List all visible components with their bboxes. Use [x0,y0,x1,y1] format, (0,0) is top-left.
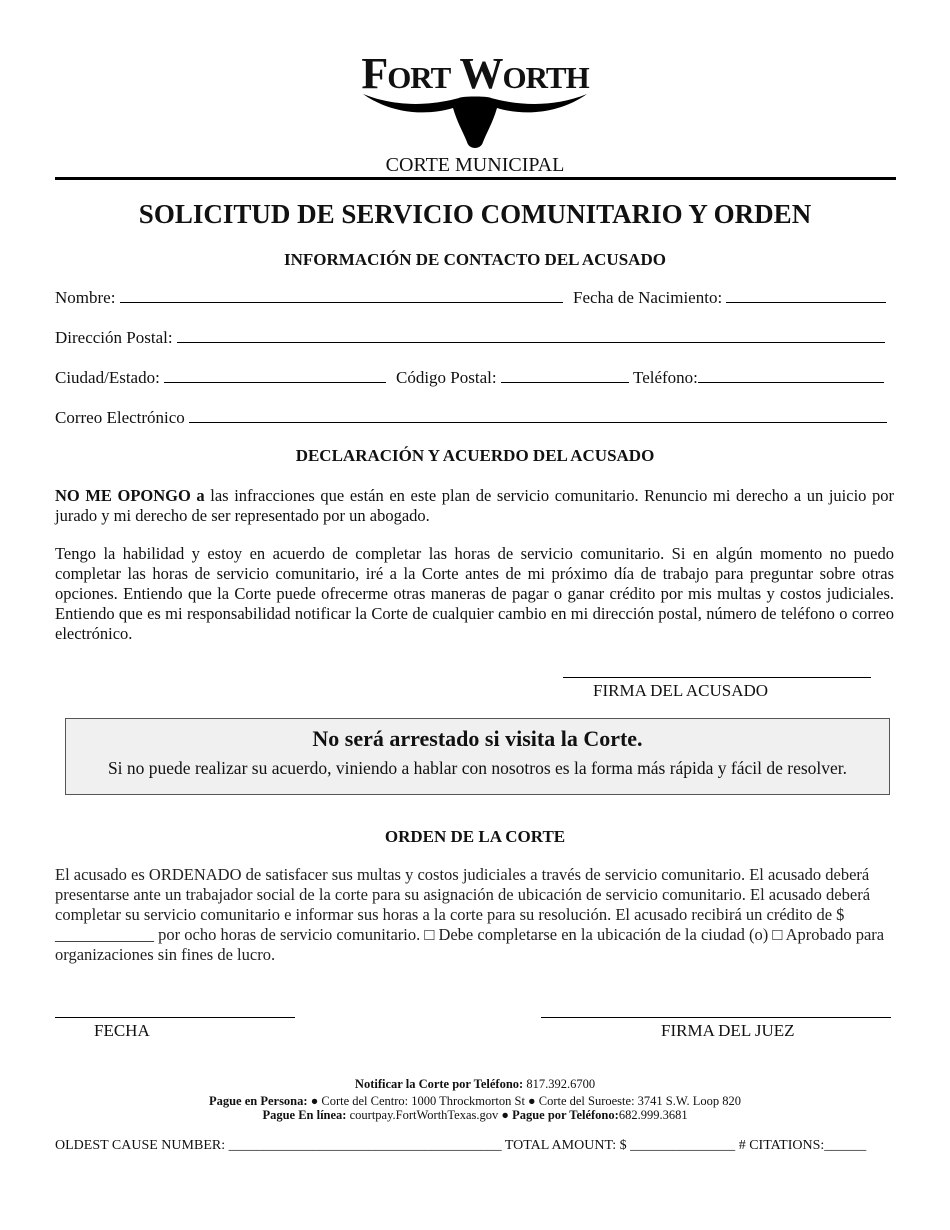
notify-label: Notificar la Corte por Teléfono: [354,1077,524,1091]
pay-phone-number: 682.999.3681 [618,1108,688,1122]
phone-field[interactable] [698,368,884,383]
city-label: Ciudad/Estado: [55,368,160,387]
judge-signature-line[interactable] [541,1017,891,1018]
notice-box [65,718,890,795]
notify-line [0,1077,950,1092]
declaration-heading: DECLARACIÓN Y ACUERDO DEL ACUSADO [295,446,655,465]
order-text-a: El acusado es ORDENADO de satisfacer sus multas y costos judiciales a través de servicio comunitario. El acusado deberá presentarse ante un trabajador social de la corte para su asignación de ubicación de servicio comunitario. El acusado deberá completar su servicio comunitario e informar sus horas a la corte para su resolución. El acusado recibirá un crédito de $ [55,865,871,924]
longhorn-logo-icon [363,92,587,156]
declaration-bold-text: NO ME OPONGO a [55,486,205,505]
phone-label: Teléfono: [633,368,698,387]
pay-in-person-label: Pague en Persona: [208,1094,308,1108]
notice-heading: No será arrestado si visita la Corte. [312,726,643,751]
page-title: SOLICITUD DE SERVICIO COMUNITARIO Y ORDEN [138,199,812,229]
contact-heading: INFORMACIÓN DE CONTACTO DEL ACUSADO [284,250,666,269]
city-location-checkbox[interactable]: □ [424,925,435,944]
name-field[interactable] [120,288,563,303]
court-subtitle: CORTE MUNICIPAL [385,154,565,176]
date-signature-line[interactable] [55,1017,295,1018]
dob-label: Fecha de Nacimiento: [573,288,723,307]
citations-field[interactable]: # CITATIONS:______ [735,1138,867,1153]
defendant-signature-line[interactable] [563,677,871,678]
date-label: FECHA [94,1021,150,1040]
declaration-paragraph-2: Tengo la habilidad y estoy en acuerdo de completar las horas de servicio comunitario. Si en algún momento no puedo completar las horas de servicio comunitario, iré a la Corte antes de mi próximo día de trabajo para preguntar sobre otras opciones. Entiendo que la Corte puede ofrecerme otras maneras de pagar o ganar crédito por mis multas y costos judiciales. Entiendo que es mi responsabilidad notificar la Corte de cualquier cambio en mi dirección postal, número de teléfono o correo electrónico. [55,544,894,643]
email-field[interactable] [189,408,887,423]
dob-row [573,288,886,308]
city-field[interactable] [164,368,386,383]
order-text-b: por ocho horas de servicio comunitario. [154,925,425,944]
zip-row [396,368,629,388]
pay-phone-label: Pague por Teléfono: [512,1108,619,1122]
address-field[interactable] [177,328,885,343]
header-divider [55,177,896,180]
address-label: Dirección Postal: [55,328,173,347]
judge-signature-label: FIRMA DEL JUEZ [661,1021,795,1040]
pay-online-label: Pague En línea: [262,1108,347,1122]
credit-amount-field[interactable]: ____________ [55,925,154,944]
pay-in-person-line [0,1094,950,1109]
declaration-paragraph-1 [55,486,894,526]
order-heading: ORDEN DE LA CORTE [384,827,566,846]
total-amount-field[interactable]: TOTAL AMOUNT: $ _______________ [501,1138,736,1153]
nonprofit-checkbox[interactable]: □ [772,925,783,944]
logo-text: Fort Worth [361,49,589,98]
pay-in-person-text: ● Corte del Centro: 1000 Throckmorton St ● Corte del Suroeste: 3741 S.W. Loop 820 [307,1094,742,1108]
notify-phone: 817.392.6700 [523,1077,596,1091]
order-paragraph [55,865,894,965]
office-use-row [55,1138,866,1154]
pay-online-text: courtpay.FortWorthTexas.gov ● [346,1108,513,1122]
oldest-cause-field[interactable]: OLDEST CAUSE NUMBER: _______________________________________ [55,1138,502,1153]
name-label: Nombre: [55,288,116,307]
address-row [55,328,885,348]
phone-row [633,368,884,388]
name-row [55,288,563,308]
defendant-signature-label: FIRMA DEL ACUSADO [593,681,769,700]
city-location-label: Debe completarse en la ubicación de la ciudad (o) [434,925,773,944]
email-row [55,408,887,428]
pay-online-line [0,1108,950,1123]
nonprofit-label: Aprobado para organizaciones sin fines de lucro. [55,925,885,964]
dob-field[interactable] [726,288,886,303]
zip-field[interactable] [501,368,629,383]
notice-body: Si no puede realizar su acuerdo, viniendo a hablar con nosotros es la forma más rápida y fácil de resolver. [107,758,848,778]
city-row [55,368,386,388]
email-label: Correo Electrónico [55,408,185,427]
declaration-text: las infracciones que están en este plan de servicio comunitario. Renuncio mi derecho a un juicio por jurado y mi derecho de ser representado por un abogado. [55,486,894,525]
zip-label: Código Postal: [396,368,497,387]
